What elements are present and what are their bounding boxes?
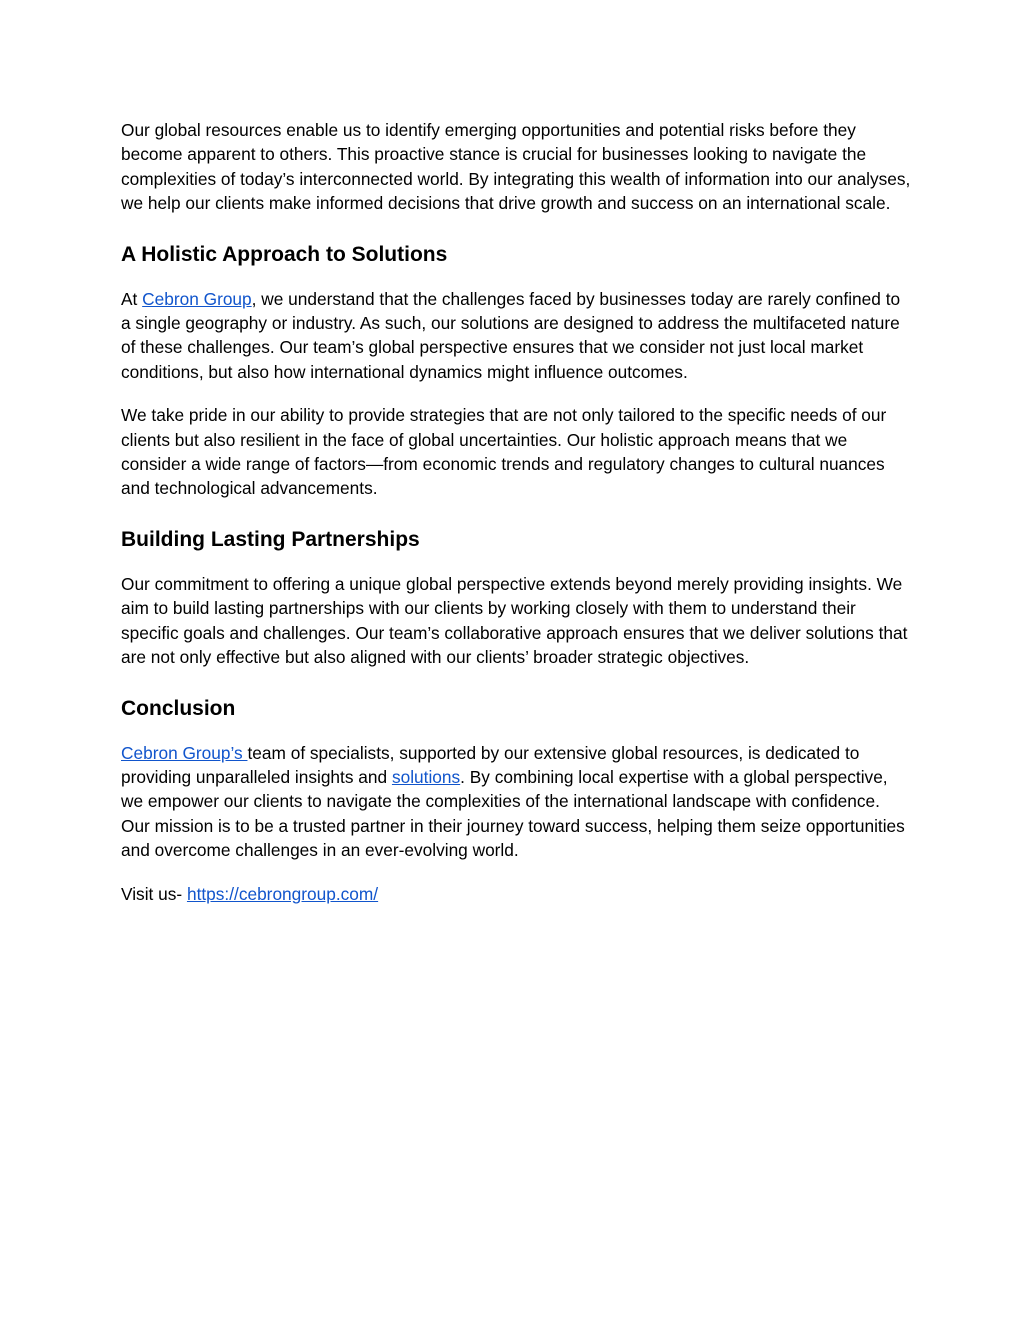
cebron-group-link[interactable]: Cebron Group — [142, 288, 252, 309]
website-url-link[interactable]: https://cebrongroup.com/ — [186, 883, 379, 904]
holistic-prefix-text: At — [121, 288, 143, 309]
document-page — [121, 118, 911, 906]
heading-conclusion: Conclusion — [121, 696, 236, 720]
conclusion-text-2: . By combining local expertise with a global perspective, we empower our clients to navigate the complexities of the international landscape with confidence. Our mission is to be a trusted partner in their journey toward success, helping them seize opportunities and overcome challenges in an ever-evolving world. — [121, 766, 905, 861]
intro-paragraph: Our global resources enable us to identify emerging opportunities and potential risks before they become apparent to others. This proactive stance is crucial for businesses looking to navigate the complexities of today’s interconnected world. By integrating this wealth of information into our analyses, we help our clients make informed decisions that drive growth and success on an international scale. — [121, 120, 911, 214]
conclusion-paragraph — [121, 741, 911, 863]
holistic-paragraph-1 — [121, 287, 911, 385]
heading-holistic-approach: A Holistic Approach to Solutions — [121, 242, 448, 266]
solutions-link[interactable]: solutions — [391, 766, 461, 787]
conclusion-text-1: team of specialists, supported by our extensive global resources, is dedicated to providing unparalleled insights and — [121, 742, 860, 787]
visit-us-line — [121, 882, 911, 906]
heading-building-partnerships: Building Lasting Partnerships — [121, 527, 420, 551]
holistic-body-text: , we understand that the challenges faced by businesses today are rarely confined to a single geography or industry. As such, our solutions are designed to address the multifaceted nature of these challenges. Our team’s global perspective ensures that we consider not just local market conditions, but also how international dynamics might influence outcomes. — [121, 288, 901, 382]
holistic-paragraph-2: We take pride in our ability to provide strategies that are not only tailored to the specific needs of our clients but also resilient in the face of global uncertainties. Our holistic approach means that we consider a wide range of factors—from economic trends and regulatory changes to cultural nuances and technological advancements. — [121, 405, 887, 499]
cebron-groups-link[interactable]: Cebron Group’s — [121, 742, 248, 763]
visit-us-label: Visit us- — [121, 883, 187, 904]
partnerships-paragraph: Our commitment to offering a unique global perspective extends beyond merely providing insights. We aim to build lasting partnerships with our clients by working closely with them to understand their specific goals and challenges. Our team’s collaborative approach ensures that we deliver solutions that are not only effective but also aligned with our clients’ broader strategic objectives. — [121, 573, 908, 668]
